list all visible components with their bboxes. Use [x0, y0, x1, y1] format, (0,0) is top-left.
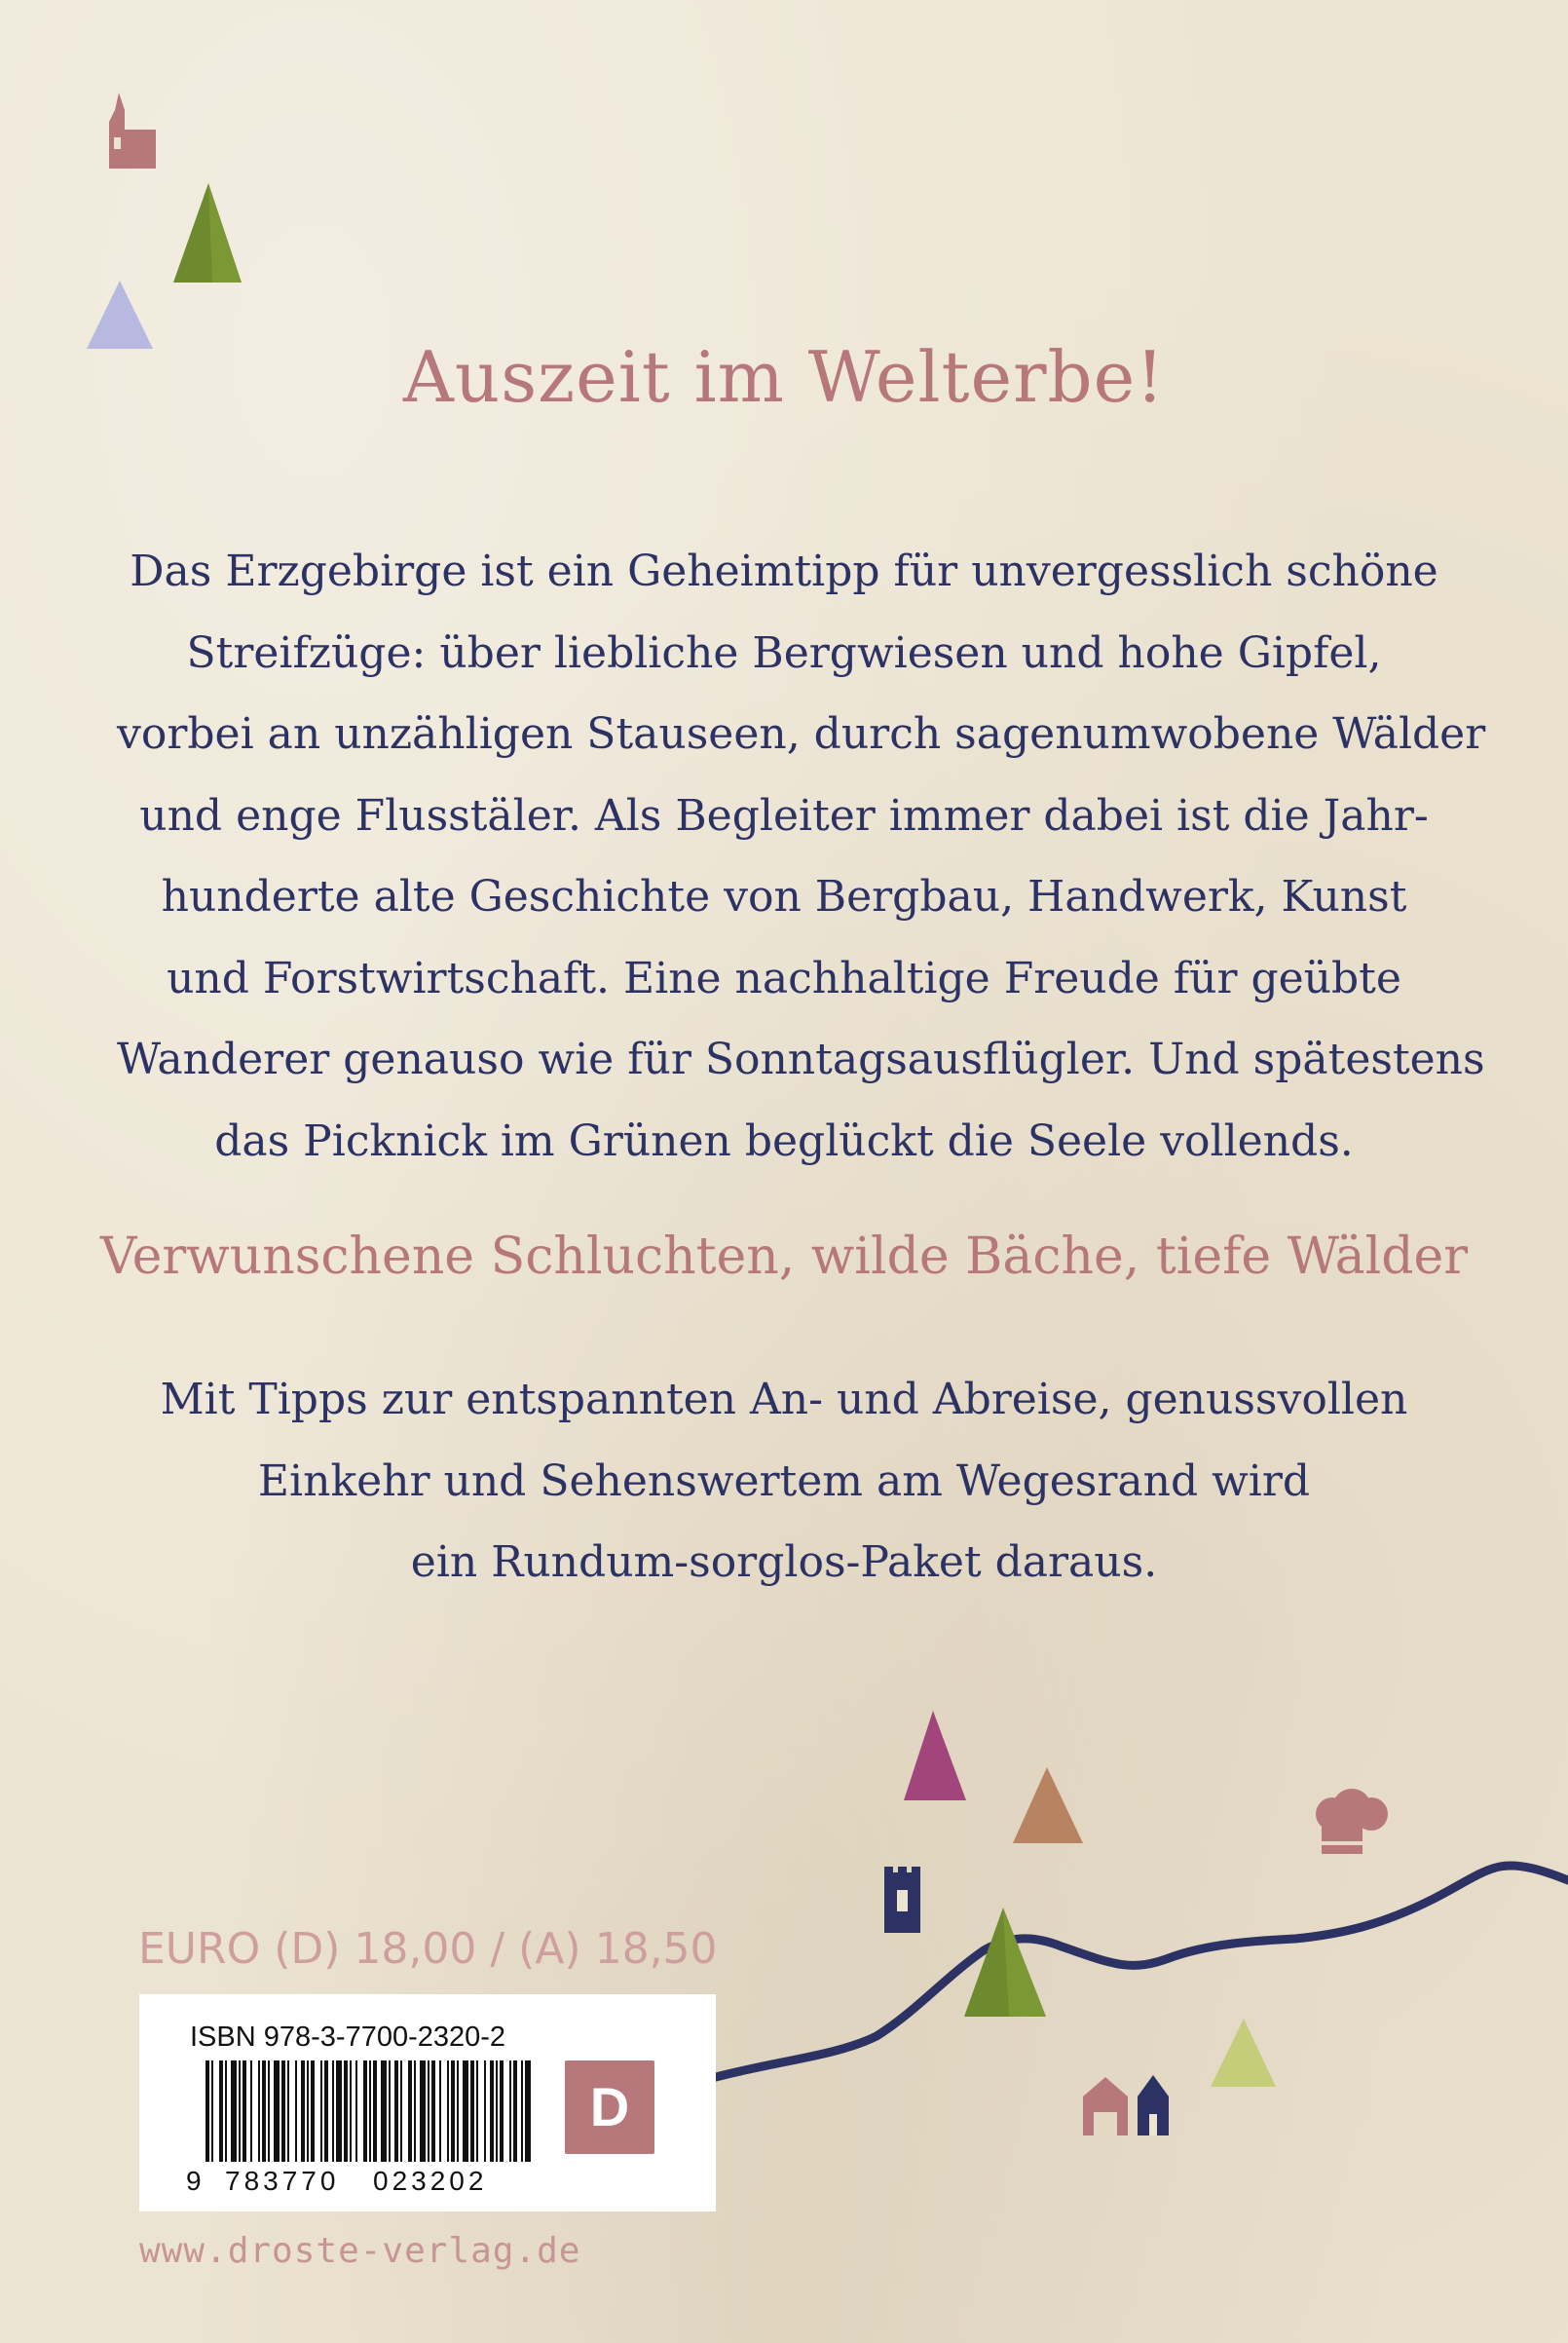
isbn-label: ISBN 978-3-7700-2320-2 [190, 2022, 506, 2053]
houses-icon [1083, 2075, 1169, 2135]
barcode-bar [211, 2060, 213, 2162]
barcode-bar [332, 2060, 334, 2162]
barcode-bar [243, 2060, 246, 2162]
barcode-bar [274, 2060, 280, 2162]
castle-tower-icon [884, 1867, 920, 1933]
tips-text [146, 1359, 1422, 1604]
barcode-bar [205, 2060, 209, 2162]
svg-text:783770: 783770 [225, 2166, 340, 2196]
barcode-bar [250, 2060, 252, 2162]
svg-text:9: 9 [186, 2166, 202, 2196]
barcode-bar [428, 2060, 429, 2162]
barcode-bar [420, 2060, 426, 2162]
description-line: und enge Flusstäler. Als Begleiter immer dabei ist die Jahr- [139, 790, 1429, 841]
barcode-bar [307, 2060, 309, 2162]
description-line: vorbei an unzähligen Stauseen, durch sagenumwobene Wälder [117, 709, 1486, 759]
barcode-bar [295, 2060, 297, 2162]
barcode-bar [394, 2060, 398, 2162]
barcode-bar [400, 2060, 402, 2162]
description-line: hunderte alte Geschichte von Bergbau, Handwerk, Kunst [161, 872, 1407, 922]
barcode-bar [500, 2060, 504, 2162]
barcode-bar [219, 2060, 223, 2162]
tree-icon [1211, 2019, 1276, 2087]
svg-text:023202: 023202 [373, 2166, 488, 2196]
barcode-bar [350, 2060, 352, 2162]
price-label: EURO (D) 18,00 / (A) 18,50 [138, 1924, 718, 1974]
barcode-bar [408, 2060, 412, 2162]
barcode-bar [431, 2060, 435, 2162]
tree-icon [1013, 1767, 1083, 1843]
barcode-bar [281, 2060, 285, 2162]
page-title: Auszeit im Welterbe! [402, 336, 1166, 418]
barcode-bar [525, 2060, 531, 2162]
barcode-bar [258, 2060, 260, 2162]
tree-icon [964, 1908, 1046, 2017]
subtitle: Verwunschene Schluchten, wilde Bäche, tiefe Wälder [99, 1228, 1469, 1286]
barcode-bar [262, 2060, 266, 2162]
barcode-bar [268, 2060, 270, 2162]
barcode-bar [301, 2060, 305, 2162]
isbn-barcode-panel [139, 1994, 716, 2211]
barcode-bar [344, 2060, 348, 2162]
barcode-bar [363, 2060, 367, 2162]
description-line: und Forstwirtschaft. Eine nachhaltige Freude für geübte [167, 953, 1401, 1003]
barcode-bar [463, 2060, 468, 2162]
description-line: das Picknick im Grünen beglückt die Seele vollends. [214, 1115, 1354, 1166]
publisher-logo: D [565, 2060, 654, 2154]
barcode [186, 2060, 539, 2197]
barcode-bar [451, 2060, 455, 2162]
barcode-bar [320, 2060, 322, 2162]
barcode-bar [369, 2060, 371, 2162]
barcode-bar [513, 2060, 517, 2162]
tips-line: Mit Tipps zur entspannten An- und Abreise, genussvollen [160, 1375, 1408, 1424]
barcode-bar [287, 2060, 289, 2162]
description-line: Das Erzgebirge ist ein Geheimtipp für unvergesslich schöne [130, 547, 1438, 596]
barcode-bar [225, 2060, 227, 2162]
church-icon [105, 93, 164, 170]
barcode-bar [447, 2060, 449, 2162]
chef-hat-icon [1316, 1789, 1388, 1854]
barcode-bar [490, 2060, 494, 2162]
barcode-bar [355, 2060, 357, 2162]
barcode-bar [496, 2060, 498, 2162]
barcode-bar [311, 2060, 315, 2162]
barcode-bar [509, 2060, 511, 2162]
hiking-path-line [716, 1866, 1568, 2077]
barcode-bar [381, 2060, 387, 2162]
barcode-bar [521, 2060, 523, 2162]
tree-icon [904, 1711, 966, 1800]
barcode-bar [439, 2060, 441, 2162]
barcode-bar [239, 2060, 241, 2162]
barcode-bar [484, 2060, 486, 2162]
barcode-bar [476, 2060, 478, 2162]
tips-line: ein Rundum-sorglos-Paket daraus. [410, 1537, 1158, 1587]
barcode-bar [470, 2060, 474, 2162]
tips-line: Einkehr und Sehenswertem am Wegesrand wird [257, 1455, 1311, 1506]
description-line: Wanderer genauso wie für Sonntagsausflügler. Und spätestens [117, 1035, 1485, 1084]
barcode-bar [336, 2060, 342, 2162]
barcode-bar [231, 2060, 237, 2162]
description-line: Streifzüge: über liebliche Bergwiesen und hohe Gipfel, [186, 627, 1382, 678]
barcode-bar [373, 2060, 377, 2162]
barcode-bar [324, 2060, 328, 2162]
website-link[interactable]: www.droste-verlag.de [139, 2231, 581, 2271]
barcode-bar [389, 2060, 391, 2162]
description-text [117, 531, 1486, 1182]
barcode-bar [457, 2060, 459, 2162]
tree-icon [173, 183, 242, 283]
barcode-bar [414, 2060, 416, 2162]
